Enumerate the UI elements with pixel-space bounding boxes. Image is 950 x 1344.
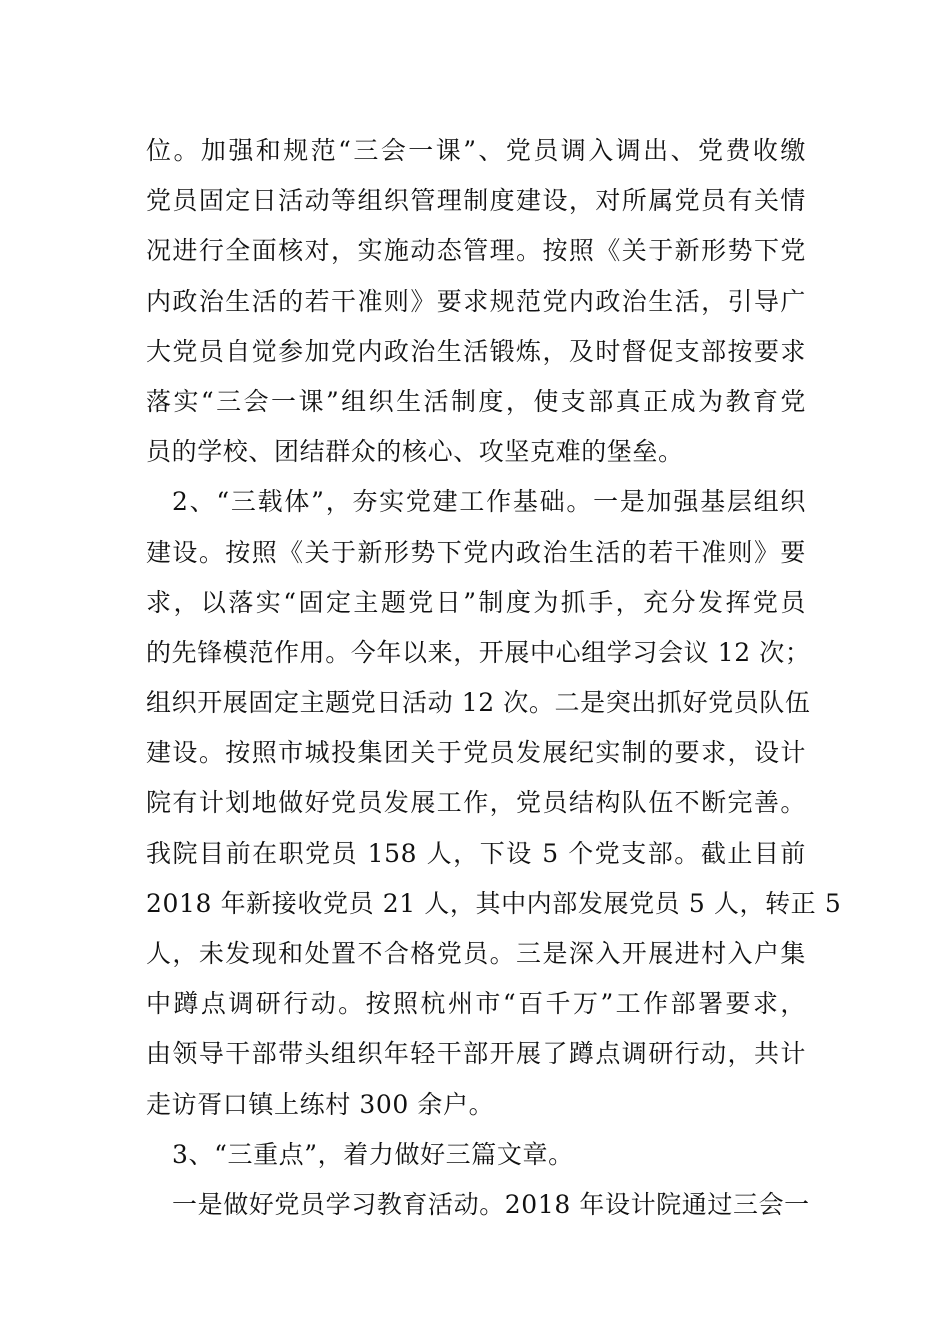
text-line: 建设。按照《关于新形势下党内政治生活的若干准则》要: [146, 537, 806, 567]
text-line: 党员固定日活动等组织管理制度建设，对所属党员有关情: [146, 186, 806, 216]
body-text: [146, 126, 842, 1230]
text-line: 内政治生活的若干准则》要求规范党内政治生活，引导广: [146, 286, 806, 316]
text-line: 一是做好党员学习教育活动。2018 年设计院通过三会一: [172, 1189, 810, 1219]
text-line: 组织开展固定主题党日活动 12 次。二是突出抓好党员队伍: [146, 688, 811, 718]
text-line: 中蹲点调研行动。按照杭州市“百千万”工作部署要求，: [146, 989, 806, 1019]
text-line: 员的学校、团结群众的核心、攻坚克难的堡垒。: [146, 437, 684, 467]
text-line: 由领导干部带头组织年轻干部开展了蹲点调研行动，共计: [146, 1039, 806, 1069]
text-line: 人，未发现和处置不合格党员。三是深入开展进村入户集: [146, 939, 806, 968]
text-line: 建设。按照市城投集团关于党员发展纪实制的要求，设计: [146, 738, 806, 768]
text-line: 大党员自觉参加党内政治生活锻炼，及时督促支部按要求: [146, 336, 806, 366]
text-line: 3、“三重点”，着力做好三篇文章。: [172, 1139, 574, 1169]
text-line: 2、“三载体”，夯实党建工作基础。一是加强基层组织: [172, 487, 806, 517]
text-line: 的先锋模范作用。今年以来，开展中心组学习会议 12 次；: [146, 637, 811, 667]
text-line: 2018 年新接收党员 21 人，其中内部发展党员 5 人，转正 5: [146, 888, 842, 918]
text-line: 走访胥口镇上练村 300 余户。: [146, 1089, 495, 1119]
text-line: 院有计划地做好党员发展工作，党员结构队伍不断完善。: [146, 788, 806, 818]
text-line: 位。加强和规范“三会一课”、党员调入调出、党费收缴: [146, 136, 806, 165]
text-line: 落实“三会一课”组织生活制度，使支部真正成为教育党: [146, 386, 806, 416]
text-line: 况进行全面核对，实施动态管理。按照《关于新形势下党: [146, 236, 806, 266]
text-line: 我院目前在职党员 158 人，下设 5 个党支部。截止目前: [146, 838, 806, 868]
text-line: 求，以落实“固定主题党日”制度为抓手，充分发挥党员: [146, 587, 806, 617]
